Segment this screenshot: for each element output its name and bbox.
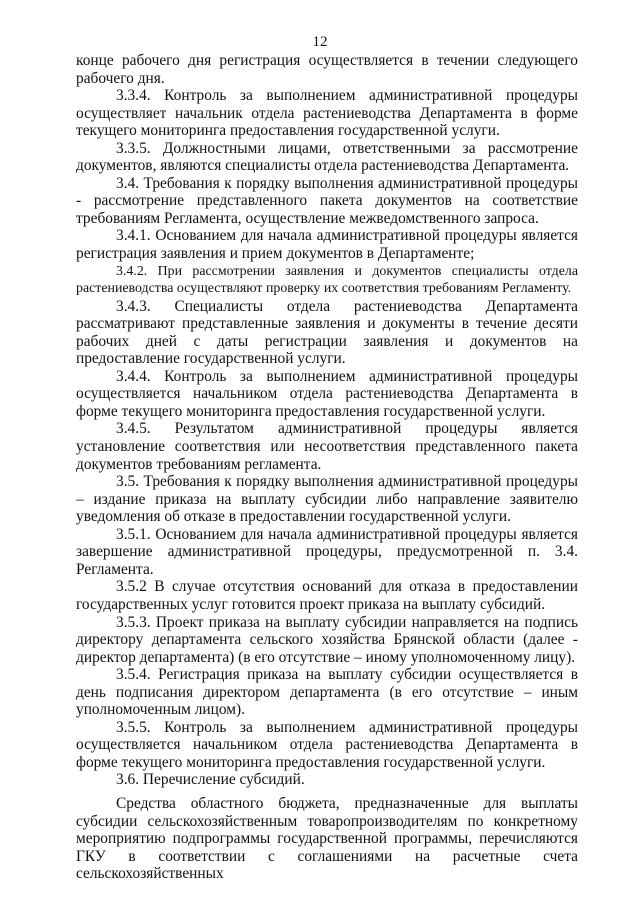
page-number: 12 <box>312 34 328 50</box>
paragraph: 3.4.2. При рассмотрении заявления и документов специалисты отдела растениеводства осуществляют проверку их соответствия требованиям Регламенту. <box>76 263 578 297</box>
paragraph: 3.4.1. Основанием для начала административной процедуры является регистрация заявления и прием документов в Департаменте; <box>76 227 578 263</box>
paragraph: 3.4. Требования к порядку выполнения административной процедуры - рассмотрение представленного пакета документов на соответствие требованиям Регламента, осуществление межведомственного запроса. <box>76 174 578 227</box>
paragraph: 3.5.5. Контроль за выполнением административной процедуры осуществляется начальником отдела растениеводства Департамента в форме текущего мониторинга предоставления государственной услуги. <box>76 718 578 771</box>
paragraph: 3.5.3. Проект приказа на выплату субсидии направляется на подпись директору департамента сельского хозяйства Брянской области (далее - директор департамента) (в его отсутствие – иному уполномоченному лицу). <box>76 613 578 666</box>
paragraph: 3.4.5. Результатом административной процедуры является установление соответствия или несоответствия представленного пакета документов требованиям регламента. <box>76 420 578 473</box>
paragraph: 3.5.4. Регистрация приказа на выплату субсидии осуществляется в день подписания директором департамента (в его отсутствие – иным уполномоченным лицом). <box>76 666 578 719</box>
paragraph: Средства областного бюджета, предназначенные для выплаты субсидии сельскохозяйственным товаропроизводителям по конкретному мероприятию подпрограммы государственной программы, перечисляются ГКУ в соответствии с соглашениями на расчетные счета сельскохозяйственных <box>76 794 578 883</box>
paragraph: 3.5.1. Основанием для начала административной процедуры является завершение административной процедуры, предусмотренной п. 3.4. Регламента. <box>76 525 578 578</box>
paragraph: 3.5.2 В случае отсутствия оснований для отказа в предоставлении государственных услуг готовится проект приказа на выплату субсидий. <box>76 578 578 613</box>
paragraph: конце рабочего дня регистрация осуществляется в течении следующего рабочего дня. <box>76 52 578 87</box>
paragraph: 3.4.3. Специалисты отдела растениеводства Департамента рассматривают представленные заявления и документы в течение десяти рабочих дней с даты регистрации заявления и документов на предоставление государственной услуги. <box>76 297 578 368</box>
paragraph: 3.4.4. Контроль за выполнением административной процедуры осуществляется начальником отдела растениеводства Департамента в форме текущего мониторинга предоставления государственной услуги. <box>76 367 578 420</box>
paragraph: 3.5. Требования к порядку выполнения административной процедуры – издание приказа на выплату субсидии либо направление заявителю уведомления об отказе в предоставлении государственной услуги. <box>76 473 578 526</box>
document-body <box>76 52 578 883</box>
paragraph: 3.3.4. Контроль за выполнением административной процедуры осуществляет начальник отдела растениеводства Департамента в форме текущего мониторинга предоставления государственной услуги. <box>76 87 578 140</box>
paragraph: 3.6. Перечисление субсидий. <box>116 771 305 789</box>
paragraph: 3.3.5. Должностными лицами, ответственными за рассмотрение документов, являются специалисты отдела растениеводства Департамента. <box>76 139 578 175</box>
